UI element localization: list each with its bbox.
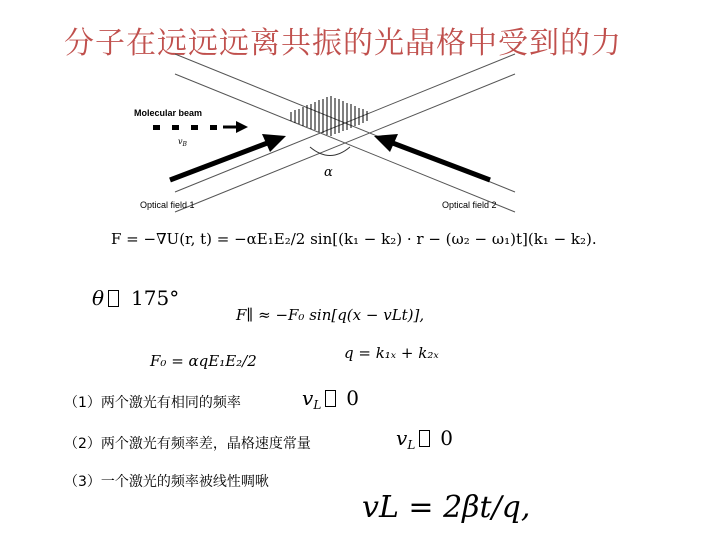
angle-arc: [310, 147, 350, 156]
molecular-beam-dashes: [153, 125, 217, 130]
missing-glyph-box: [325, 390, 336, 407]
case-2-text: （2）两个激光有频率差，晶格速度常量: [64, 436, 311, 452]
case-3-formula: vL = 2βt/q,: [362, 490, 531, 525]
case-1-text: （1）两个激光有相同的频率: [64, 395, 241, 411]
angle-value: 175°: [131, 286, 180, 310]
case-3-text: （3）一个激光的频率被线性啁啾: [64, 474, 269, 490]
force-parallel-equation: F∥ ≈ −F₀ sin[q(x − vLt)],: [236, 306, 425, 324]
field2-arrow-icon: [374, 134, 490, 180]
beam-arrow-icon: [223, 121, 248, 133]
optical-field-1-label: Optical field 1: [140, 200, 195, 210]
alpha-label: α: [324, 165, 333, 180]
missing-glyph-box: [108, 290, 119, 307]
vb-label: $v_B$: [178, 137, 187, 148]
missing-glyph-box: [419, 430, 430, 447]
beam-lines: [175, 54, 515, 212]
angle-equation: [92, 286, 179, 310]
q-definition: q = k₁ₓ + k₂ₓ: [344, 344, 439, 362]
optical-lattice-diagram: [120, 52, 540, 217]
slide-title: 分子在远远远离共振的光晶格中受到的力: [64, 26, 622, 61]
field1-arrow-icon: [170, 134, 286, 180]
f0-definition: F₀ = αqE₁E₂/2: [150, 352, 257, 370]
angle-symbol: θ: [92, 286, 105, 310]
force-equation: F = −∇U(r, t) = −αE₁E₂/2 sin[(k₁ − k₂) · r − (ω₂ − ω₁)t](k₁ − k₂).: [111, 230, 597, 248]
case-2-formula: $v_L$ 0: [396, 426, 454, 453]
molecular-beam-label: Molecular beam: [134, 108, 203, 118]
optical-field-2-label: Optical field 2: [442, 200, 497, 210]
case-1-formula: $v_L$ 0: [302, 386, 360, 413]
